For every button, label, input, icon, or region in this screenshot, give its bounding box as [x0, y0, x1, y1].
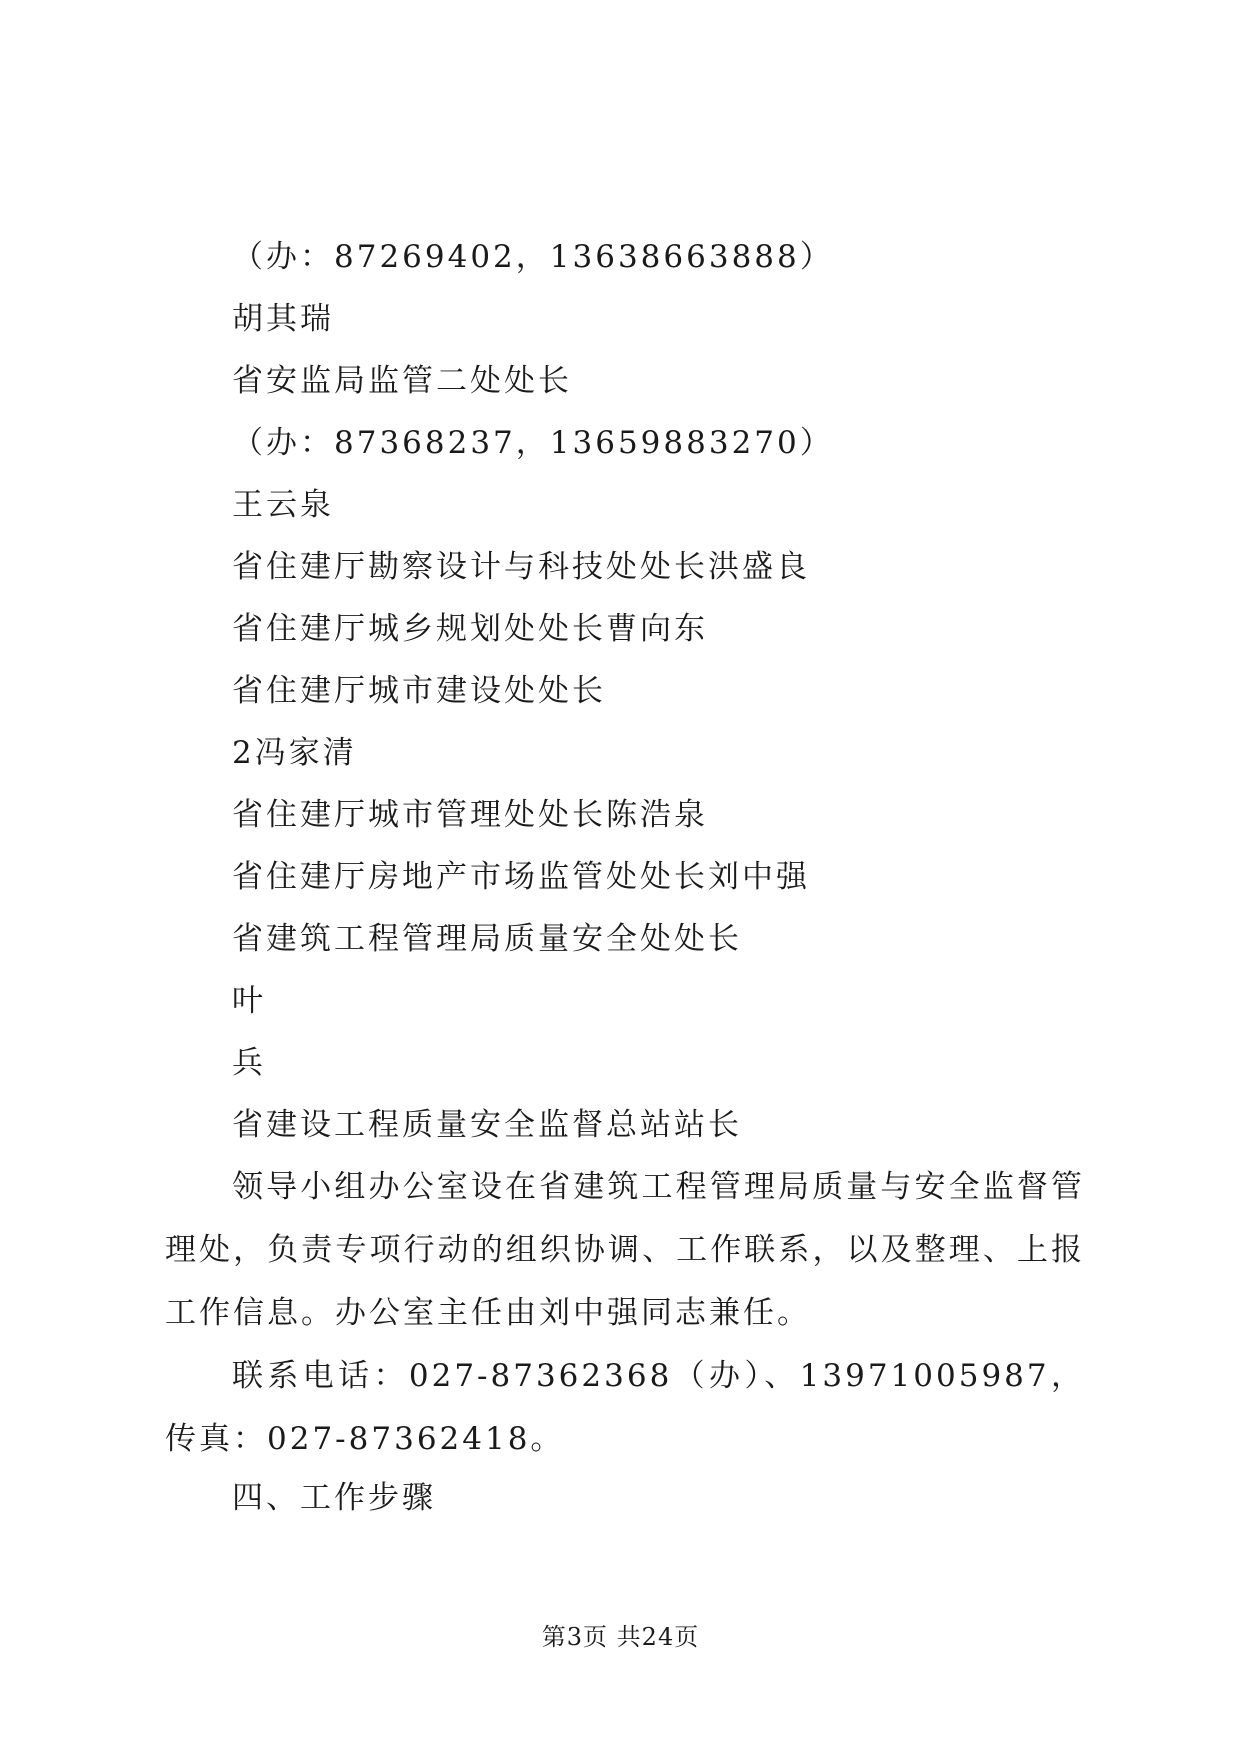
text-line: 王云泉 [232, 487, 334, 523]
text-line: 省安监局监管二处处长 [232, 363, 572, 399]
page-footer: 第3页 共24页 [541, 1623, 700, 1651]
text-line: 省建筑工程管理局质量安全处处长 [232, 921, 742, 957]
text-line: （办：87368237，13659883270） [232, 425, 834, 461]
contact-paragraph: 联系电话：027-87362368（办）、13971005987，传真：027-87362418。 [165, 1358, 1085, 1457]
text-line: 兵 [232, 1045, 266, 1081]
text-line: 省建设工程质量安全监督总站站长 [232, 1107, 742, 1143]
text-line: 省住建厅城市建设处处长 [232, 673, 606, 709]
office-paragraph: 领导小组办公室设在省建筑工程管理局质量与安全监督管理处，负责专项行动的组织协调、工作联系，以及整理、上报工作信息。办公室主任由刘中强同志兼任。 [165, 1169, 1085, 1331]
text-line: 省住建厅城市管理处处长陈浩泉 [232, 797, 708, 833]
text-line: 省住建厅城乡规划处处长曹向东 [232, 611, 708, 647]
text-line: 叶 [232, 983, 266, 1019]
text-line: 省住建厅勘察设计与科技处处长洪盛良 [232, 549, 810, 585]
text-line: 2冯家清 [232, 735, 357, 771]
section-heading: 四、工作步骤 [232, 1480, 436, 1516]
text-line: （办：87269402，13638663888） [232, 239, 834, 275]
text-line: 胡其瑞 [232, 301, 334, 337]
text-line: 省住建厅房地产市场监管处处长刘中强 [232, 859, 810, 895]
